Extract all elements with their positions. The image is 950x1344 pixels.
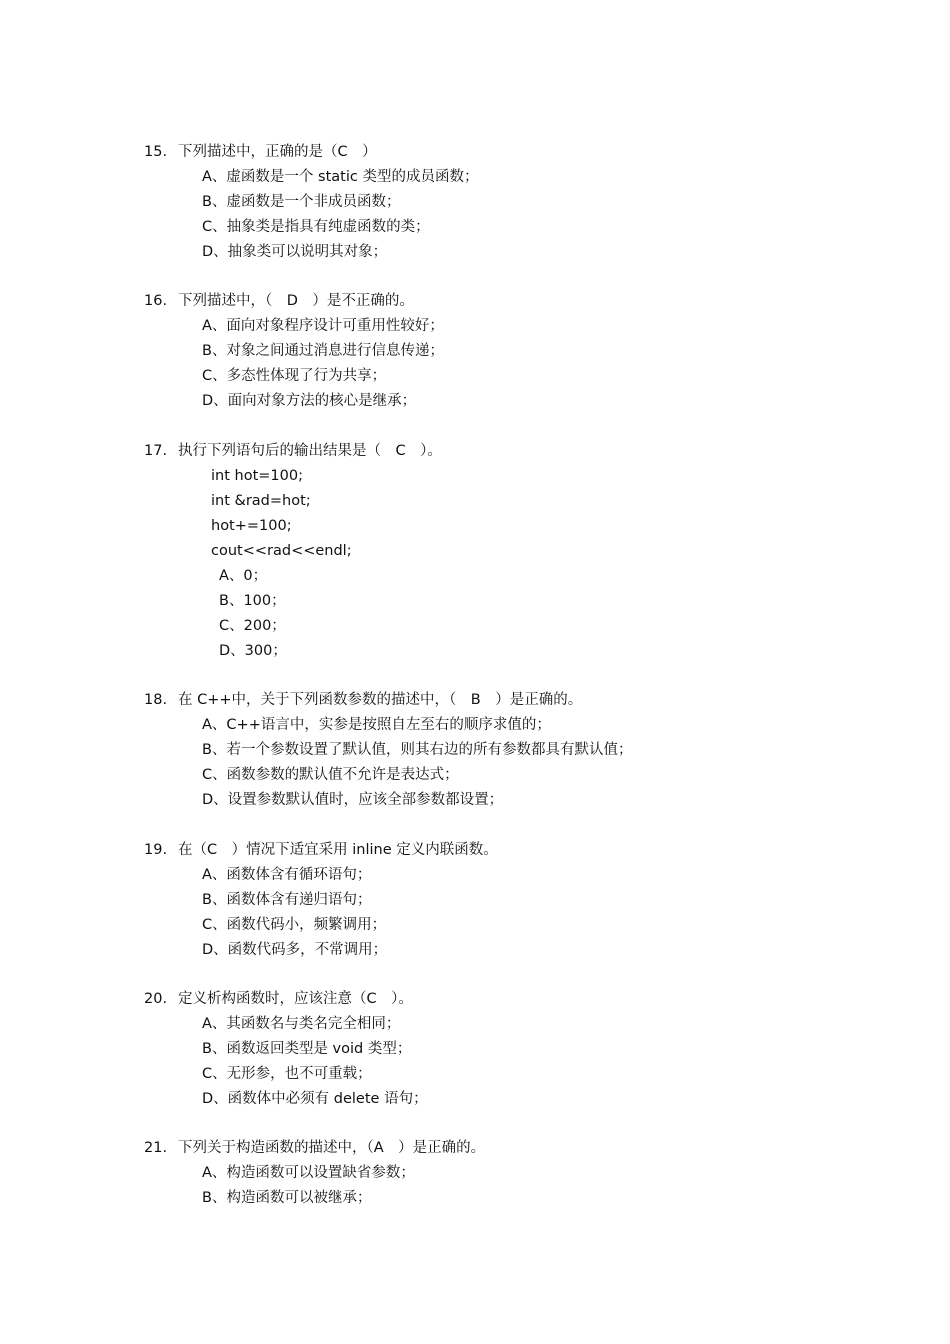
option-d: D、函数体中必须有 delete 语句； — [202, 1091, 428, 1107]
option-a: A、0； — [219, 568, 268, 584]
question-text: 在 C++中，关于下列函数参数的描述中，（ B ）是正确的。 — [178, 692, 583, 708]
option-a: A、函数体含有循环语句； — [202, 867, 372, 883]
option-d: D、300； — [219, 643, 287, 659]
option-a: A、面向对象程序设计可重用性较好； — [202, 318, 444, 334]
option-c: C、函数代码小，频繁调用； — [202, 917, 387, 933]
code-line: int hot=100; — [211, 468, 303, 484]
question-text: 下列描述中，正确的是（C ） — [178, 144, 377, 160]
option-a: A、构造函数可以设置缺省参数； — [202, 1165, 415, 1181]
question-text: 定义析构函数时，应该注意（C ）。 — [178, 991, 413, 1007]
option-b: B、虚函数是一个非成员函数； — [202, 194, 401, 210]
option-a: A、虚函数是一个 static 类型的成员函数； — [202, 169, 479, 185]
question-number: 17. — [144, 443, 168, 459]
code-line: int &rad=hot; — [211, 493, 311, 509]
code-line: cout<<rad<<endl; — [211, 543, 352, 559]
option-d: D、函数代码多，不常调用； — [202, 942, 388, 958]
question-number: 21. — [144, 1140, 168, 1156]
question-text: 下列描述中，（ D ）是不正确的。 — [178, 293, 414, 309]
option-b: B、对象之间通过消息进行信息传递； — [202, 343, 444, 359]
option-b: B、100； — [219, 593, 286, 609]
option-d: D、面向对象方法的核心是继承； — [202, 393, 417, 409]
option-b: B、函数返回类型是 void 类型； — [202, 1041, 412, 1057]
option-d: D、设置参数默认值时，应该全部参数都设置； — [202, 792, 504, 808]
option-d: D、抽象类可以说明其对象； — [202, 244, 388, 260]
option-c: C、抽象类是指具有纯虚函数的类； — [202, 219, 430, 235]
option-c: C、多态性体现了行为共享； — [202, 368, 387, 384]
question-number: 19. — [144, 842, 168, 858]
code-line: hot+=100; — [211, 518, 292, 534]
option-c: C、无形参，也不可重载； — [202, 1066, 372, 1082]
option-b: B、函数体含有递归语句； — [202, 892, 372, 908]
option-a: A、其函数名与类名完全相同； — [202, 1016, 401, 1032]
question-text: 执行下列语句后的输出结果是（ C ）。 — [178, 443, 442, 459]
option-b: B、构造函数可以被继承； — [202, 1190, 372, 1206]
question-text: 下列关于构造函数的描述中，（A ）是正确的。 — [178, 1140, 486, 1156]
option-c: C、200； — [219, 618, 286, 634]
question-text: 在（C ）情况下适宜采用 inline 定义内联函数。 — [178, 842, 498, 858]
question-number: 16. — [144, 293, 168, 309]
question-number: 15. — [144, 144, 168, 160]
question-number: 18. — [144, 692, 168, 708]
option-a: A、C++语言中，实参是按照自左至右的顺序求值的； — [202, 717, 551, 733]
question-number: 20. — [144, 991, 168, 1007]
option-b: B、若一个参数设置了默认值，则其右边的所有参数都具有默认值； — [202, 742, 633, 758]
option-c: C、函数参数的默认值不允许是表达式； — [202, 767, 459, 783]
